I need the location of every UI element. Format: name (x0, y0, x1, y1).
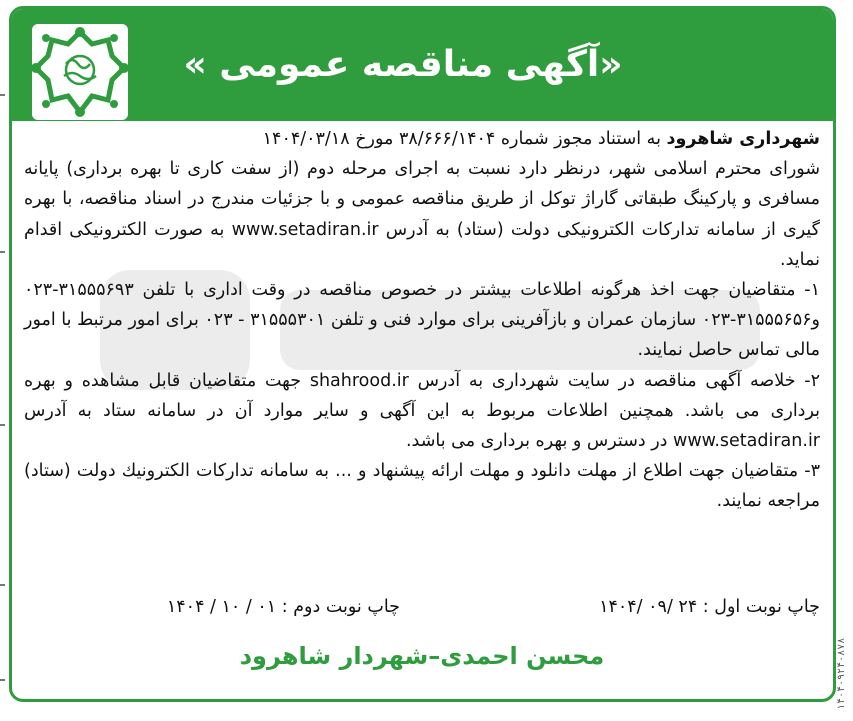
setadiran-link[interactable]: www.setadiran.ir (231, 219, 379, 240)
notice-header (12, 9, 833, 121)
item-website: ۲- خلاصه آگهی مناقصه در سایت شهرداری به آدرس shahrood.ir جهت متقاضیان قابل مشاهده و بهره برداری می باشد. همچنین اطلاعات مربوط به این آگهی و سایر موارد آن در سامانه ستاد به آدرس www.setadiran.ir در دسترس و بهره برداری می باشد. (24, 366, 820, 457)
notice-title: «آگهی مناقصه عمومی » (183, 44, 623, 85)
setadiran-link-2[interactable]: www.setadiran.ir (673, 431, 820, 452)
permit-reference: به استناد مجوز شماره ۳۸/۶۶۶/۱۴۰۴ مورخ ۱۴۰۴/۰۳/۱۸ (262, 129, 667, 149)
item-deadlines: ۳- متقاضیان جهت اطلاع از مهلت دانلود و مهلت ارائه پیشنهاد و ... به سامانه تدارکات الکترونیك دولت (ستاد) مراجعه نمایند. (24, 461, 820, 512)
shahrdari-emblem-icon (32, 24, 128, 120)
second-print-date: چاپ نوبت دوم : ۰۱ / ۱۰ / ۱۴۰۴ (166, 597, 400, 617)
main-paragraph: شورای محترم اسلامی شهر، درنظر دارد نسبت به اجرای مرحله دوم (از سفت کاری تا بهره برداری) پایانه مسافری و پارکینگ طبقاتی گاراژ توکل از طریق مناقصه عمومی و با جزئیات مندرج در اسناد مناقصه، با بهره گیری از سامانه تدارکات الکترونیکی دولت (ستاد) به آدرس www.setadiran.ir به صورت الکترونیکی اقدام نماید. (24, 159, 820, 270)
shahrood-link[interactable]: shahrood.ir (309, 370, 409, 391)
print-dates (24, 592, 820, 622)
left-edge-marks (0, 0, 6, 717)
side-code: ۱۴۰۴۰۹۲۴۰۸۷۸ (836, 637, 847, 710)
item-contact-phones: ۱- متقاضیان جهت اخذ هرگونه اطلاعات بیشتر در خصوص مناقصه در وقت اداری با تلفن ۳۱۵۵۵۶۹۳-۰۲۳ و۳۱۵۵۵۶۵۶-۰۲۳ سازمان عمران و بازآفرینی برای موارد فنی و تلفن ۳۱۵۵۵۳۰۱ - ۰۲۳ برای امور مرتبط با امور مالی تماس حاصل نمایند. (24, 280, 820, 361)
notice-body (24, 124, 820, 517)
intro-line (24, 124, 820, 154)
first-print-date: چاپ نوبت اول : ۲۴ /۰۹ /۱۴۰۴ (599, 597, 820, 617)
mayor-signature: محسن احمدی–شهردار شاهرود (239, 642, 605, 670)
org-name: شهرداری شاهرود (666, 129, 820, 149)
